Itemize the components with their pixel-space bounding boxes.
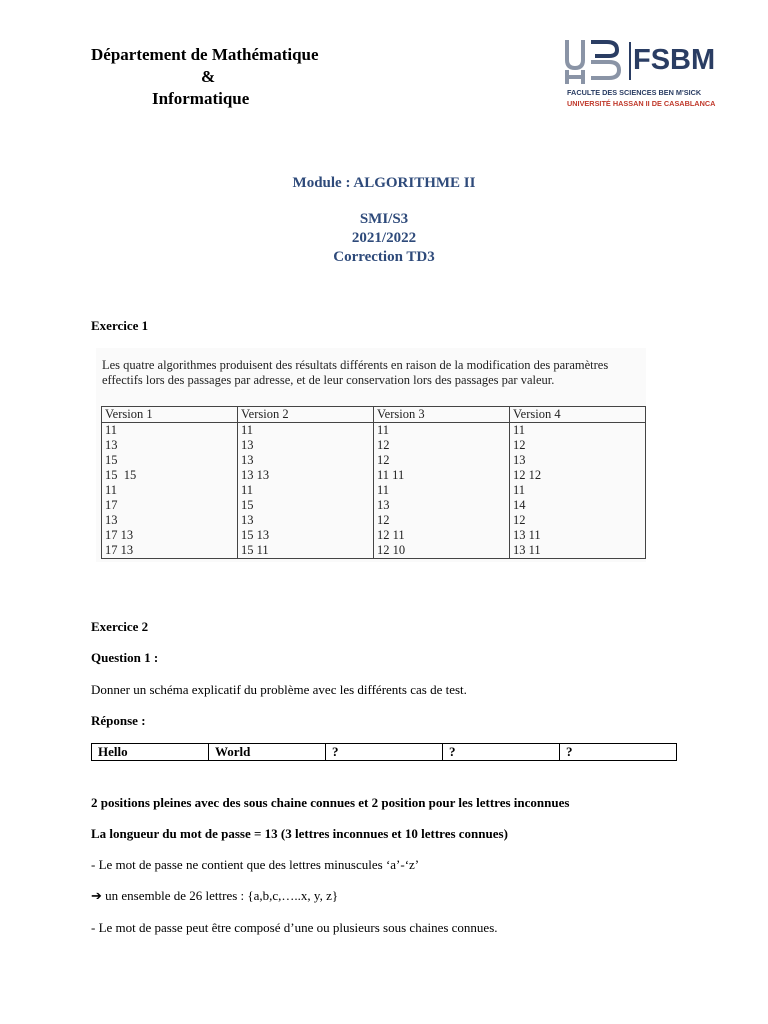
table-cell: 11 (374, 483, 510, 498)
table-cell: 13 (102, 513, 238, 528)
exercice-1-intro: Les quatre algorithmes produisent des résultats différents en raison de la modification des paramètres effectifs lors des passages par adresse, et de leur conservation lors des passages par valeur. (102, 358, 609, 387)
reponse-label: Réponse : (91, 713, 146, 728)
table-cell: 11 11 (374, 468, 510, 483)
filiere: SMI/S3 (359, 211, 409, 227)
question-1-text: Donner un schéma explicatif du problème avec les différents cas de test. (91, 682, 467, 697)
question-1-label: Question 1 : (91, 650, 159, 665)
table-cell: 17 13 (102, 528, 238, 543)
dept-line-2: & (201, 67, 216, 86)
table-cell: 13 (374, 498, 510, 513)
dept-line-3: Informatique (152, 89, 250, 108)
table-row (102, 453, 646, 468)
table-cell: 11 (102, 483, 238, 498)
logo-faculty: FACULTE DES SCIENCES BEN M'SICK (567, 88, 702, 97)
department-title (91, 44, 319, 110)
table-cell: 14 (510, 498, 646, 513)
column-header: Version 3 (374, 407, 510, 423)
table-cell: 13 11 (510, 543, 646, 559)
logo-separator (629, 42, 631, 80)
table-cell: 15 (238, 498, 374, 513)
table-cell: 15 11 (238, 543, 374, 559)
column-header: Version 4 (510, 407, 646, 423)
table-row (102, 423, 646, 439)
unknown-letter-cell: ? (560, 744, 677, 761)
table-cell: 13 (238, 453, 374, 468)
table-row (102, 438, 646, 453)
table-header-row (102, 407, 646, 423)
table-cell: 15 (102, 453, 238, 468)
table-cell: 13 (102, 438, 238, 453)
versions-table-body (102, 423, 646, 559)
correction-title: Correction TD3 (333, 249, 435, 265)
explanation-line-2: La longueur du mot de passe = 13 (3 lettres inconnues et 10 lettres connues) (91, 826, 508, 841)
table-cell: 11 (374, 423, 510, 439)
password-schema-table (91, 743, 677, 761)
table-cell: 13 (238, 513, 374, 528)
unknown-letter-cell: ? (443, 744, 560, 761)
exercice-1-results (96, 348, 646, 562)
known-substring-cell: Hello (92, 744, 209, 761)
table-cell: 12 (374, 513, 510, 528)
table-cell: 13 11 (510, 528, 646, 543)
alphabet-set-text: un ensemble de 26 lettres : {a,b,c,…..x, y, z} (101, 888, 339, 903)
column-header: Version 1 (102, 407, 238, 423)
table-cell: 12 11 (374, 528, 510, 543)
fsbm-logo (563, 38, 723, 114)
table-row (102, 498, 646, 513)
table-cell: 11 (102, 423, 238, 439)
explanation-line-1: 2 positions pleines avec des sous chaine connues et 2 position pour les lettres inconnues (91, 795, 570, 810)
table-row (102, 483, 646, 498)
table-cell: 12 (510, 513, 646, 528)
table-row (102, 528, 646, 543)
table-cell: 12 10 (374, 543, 510, 559)
table-cell: 11 (238, 483, 374, 498)
table-cell: 11 (510, 483, 646, 498)
table-row (102, 513, 646, 528)
logo-text: FSBM (633, 44, 716, 76)
table-cell: 13 (510, 453, 646, 468)
arrow-right-icon: ➔ (91, 888, 102, 903)
explanation-line-3: - Le mot de passe ne contient que des lettres minuscules ‘a’-‘z’ (91, 857, 420, 872)
table-cell: 13 (238, 438, 374, 453)
table-cell: 17 13 (102, 543, 238, 559)
table-row (92, 744, 677, 761)
dept-line-1: Département de Mathématique (91, 45, 319, 64)
table-cell: 13 13 (238, 468, 374, 483)
table-cell: 15 13 (238, 528, 374, 543)
uh2c-logo-icon (563, 38, 627, 84)
table-cell: 11 (238, 423, 374, 439)
versions-table (101, 406, 646, 559)
exercice-1-heading: Exercice 1 (91, 318, 149, 333)
exercice-2-heading: Exercice 2 (91, 619, 149, 634)
academic-year: 2021/2022 (351, 230, 417, 246)
column-header: Version 2 (238, 407, 374, 423)
explanation-line-5: - Le mot de passe peut être composé d’une ou plusieurs sous chaines connues. (91, 920, 498, 935)
table-cell: 15 15 (102, 468, 238, 483)
table-cell: 12 (374, 438, 510, 453)
unknown-letter-cell: ? (326, 744, 443, 761)
table-row (102, 543, 646, 559)
module-title: Module : ALGORITHME II (292, 175, 476, 191)
table-cell: 12 (510, 438, 646, 453)
logo-university: UNIVERSITÉ HASSAN II DE CASABLANCA (567, 99, 716, 108)
known-substring-cell: World (209, 744, 326, 761)
table-cell: 12 12 (510, 468, 646, 483)
table-cell: 12 (374, 453, 510, 468)
table-row (102, 468, 646, 483)
table-cell: 17 (102, 498, 238, 513)
table-cell: 11 (510, 423, 646, 439)
explanation-line-4 (91, 888, 338, 904)
